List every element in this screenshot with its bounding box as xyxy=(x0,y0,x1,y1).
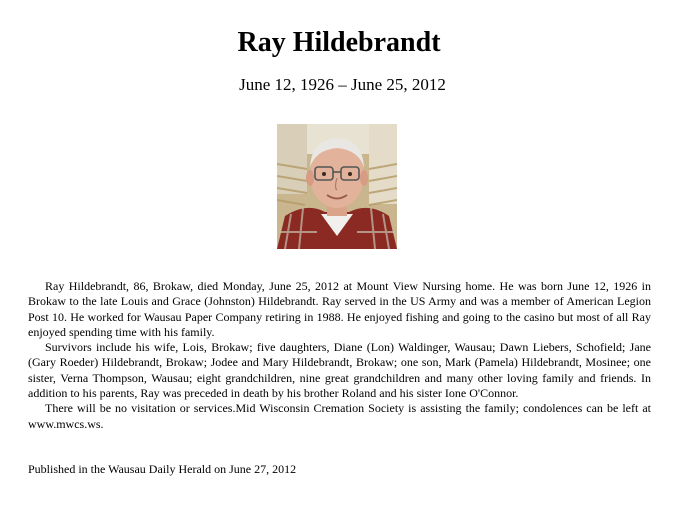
publication-note: Published in the Wausau Daily Herald on June 27, 2012 xyxy=(28,462,297,476)
life-dates: June 12, 1926 – June 25, 2012 xyxy=(239,75,446,94)
obituary-paragraph: Ray Hildebrandt, 86, Brokaw, died Monday, June 25, 2012 at Mount View Nursing home. He was born June 12, 1926 in Brokaw to the late Louis and Grace (Johnston) Hildebrandt. Ray served in the US Army and was a member of American Legion Post 10. He worked for Wausau Paper Company retiring in 1988. He enjoyed fishing and going to the casino but most of all Ray enjoyed spending time with his family. xyxy=(28,279,651,339)
portrait-photo xyxy=(277,124,397,249)
obituary-paragraph: There will be no visitation or services.Mid Wisconsin Cremation Society is assisting the family; condolences can be left at www.mwcs.ws. xyxy=(28,401,651,431)
obituary-paragraph: Survivors include his wife, Lois, Brokaw; five daughters, Diane (Lon) Waldinger, Wausau; Dawn Liebers, Schofield; Jane (Gary Roeder) Hildebrandt, Brokaw; Jodee and Mary Hildebrandt, Brokaw; one son, Mark (Pamela) Hildebrandt, Mosinee; one sister, Verna Thompson, Wausau; eight grandchildren, nine great grandchildren and many other loving family and friends. In addition to his parents, Ray was preceded in death by his brother Roland and his sister Ione O'Connor. xyxy=(28,340,651,401)
obituary-title: Ray Hildebrandt xyxy=(237,27,441,58)
obituary-body xyxy=(28,279,651,432)
